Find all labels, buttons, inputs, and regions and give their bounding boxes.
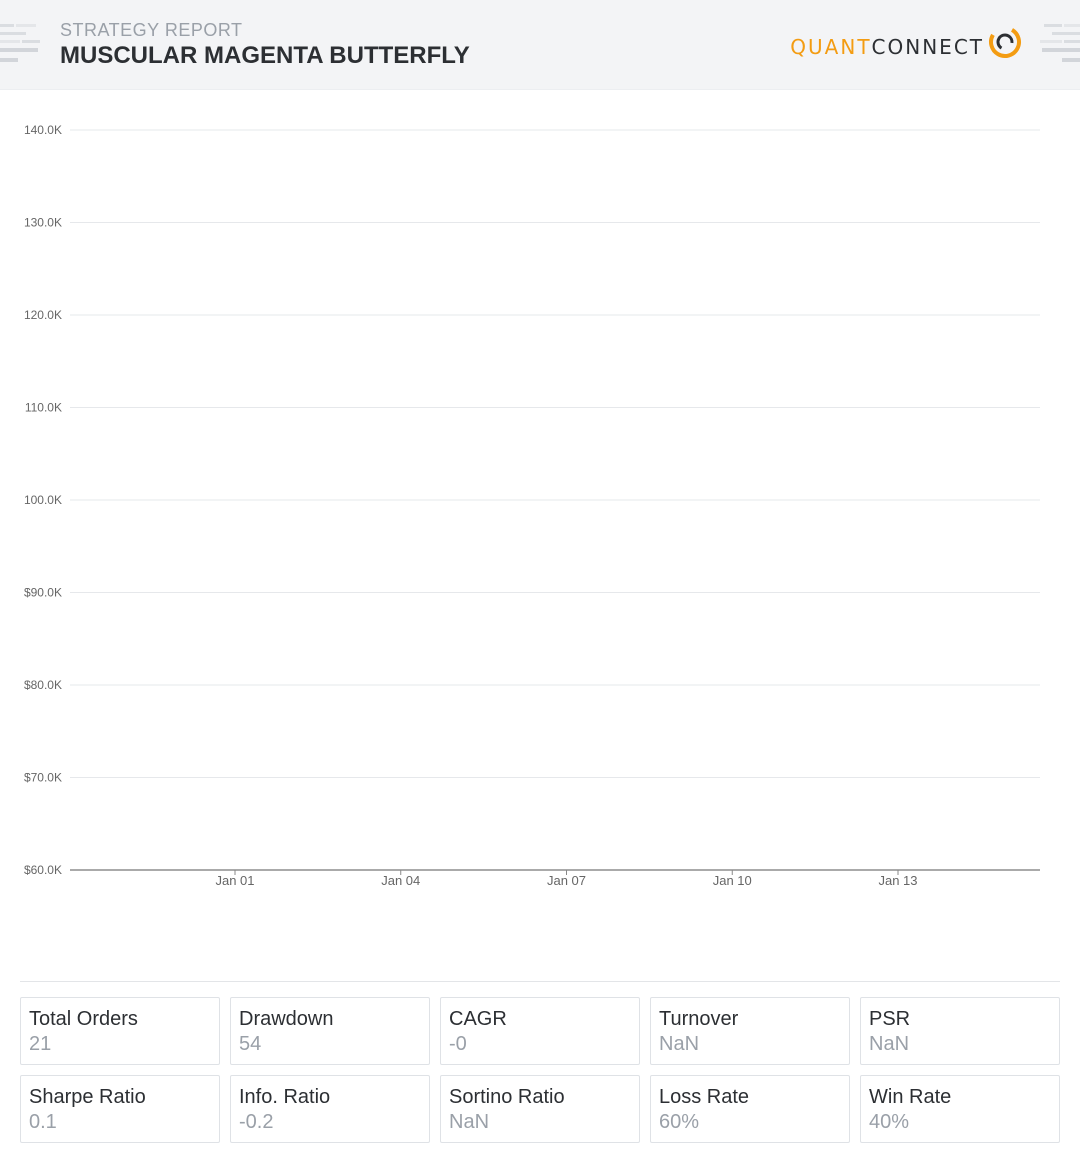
y-tick-label: $60.0K [23, 863, 62, 877]
x-tick-label: Jan 10 [712, 873, 752, 888]
y-tick-label: $80.0K [23, 678, 62, 692]
stat-label: Win Rate [869, 1086, 952, 1108]
stat-label: CAGR [449, 1008, 507, 1030]
stat-value: 0.1 [29, 1111, 57, 1133]
stat-value: NaN [869, 1033, 910, 1055]
y-tick-label: 140.0K [23, 123, 62, 137]
stat-value: -0.2 [239, 1111, 274, 1133]
y-tick-label: $90.0K [23, 585, 62, 600]
stat-label: Total Orders [29, 1008, 138, 1030]
stat-total-orders [20, 997, 220, 1065]
x-tick-label: Jan 04 [381, 873, 421, 888]
left-decoration-icon [0, 22, 40, 66]
stat-value: 40% [869, 1111, 910, 1133]
brand-quant-text: QUANT [790, 35, 872, 59]
stat-sortino-ratio [440, 1075, 640, 1143]
stat-label: Loss Rate [659, 1086, 750, 1108]
stat-label: Turnover [659, 1008, 739, 1030]
quantconnect-brand [790, 22, 1022, 62]
stat-turnover [650, 997, 850, 1065]
stat-psr [860, 997, 1060, 1065]
strategy-name: MUSCULAR MAGENTA BUTTERFLY [60, 42, 470, 69]
section-divider [20, 981, 1060, 982]
stat-label: PSR [869, 1008, 911, 1030]
stat-value: 21 [29, 1033, 52, 1055]
stat-info-ratio [230, 1075, 430, 1143]
x-tick-label: Jan 07 [546, 873, 587, 888]
stat-label: Info. Ratio [239, 1086, 331, 1108]
quantconnect-logo-icon [988, 25, 1022, 59]
y-tick-label: $70.0K [23, 770, 62, 785]
equity-chart [0, 110, 1080, 910]
x-axis-tick-labels [215, 870, 917, 888]
x-tick-label: Jan 13 [878, 873, 918, 888]
y-tick-label: 110.0K [24, 400, 62, 415]
stat-value: 54 [239, 1033, 262, 1055]
stat-label: Sortino Ratio [449, 1086, 565, 1108]
report-label: STRATEGY REPORT [60, 20, 243, 40]
y-axis-tick-labels [24, 123, 62, 877]
stat-value: NaN [449, 1111, 490, 1133]
y-tick-label: 100.0K [23, 493, 62, 507]
stat-value: NaN [659, 1033, 700, 1055]
stats-grid [20, 997, 1060, 1143]
brand-connect-text: CONNECT [871, 35, 984, 59]
x-tick-label: Jan 01 [215, 873, 255, 888]
stat-value: 60% [659, 1111, 700, 1133]
stat-value: -0 [449, 1033, 467, 1055]
stat-cagr [440, 997, 640, 1065]
y-tick-label: 130.0K [23, 215, 62, 230]
stat-loss-rate [650, 1075, 850, 1143]
report-header [0, 0, 1080, 90]
right-decoration-icon [1040, 22, 1080, 66]
stat-label: Sharpe Ratio [29, 1086, 146, 1108]
stat-label: Drawdown [239, 1008, 334, 1030]
stat-sharpe-ratio [20, 1075, 220, 1143]
stat-win-rate [860, 1075, 1060, 1143]
y-tick-label: 120.0K [23, 308, 62, 322]
stat-drawdown [230, 997, 430, 1065]
grid-lines [70, 130, 1040, 778]
